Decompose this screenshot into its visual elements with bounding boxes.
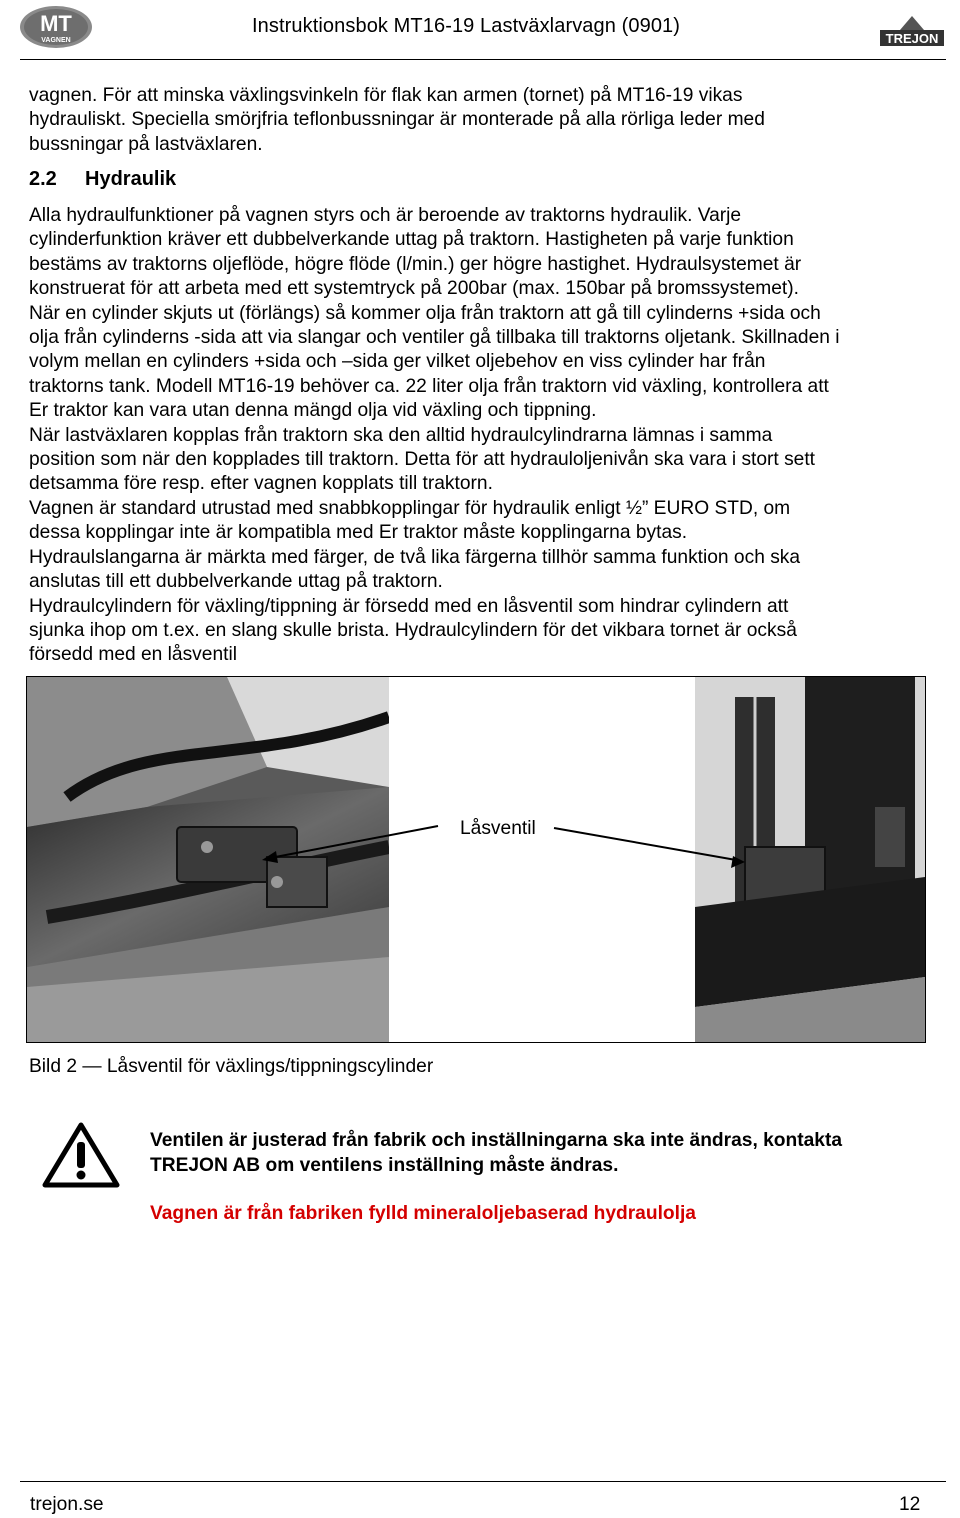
logo-mt-subtext: VAGNEN bbox=[41, 37, 71, 44]
body-line: cylinderfunktion kräver ett dubbelverkande uttag på traktorn. Hastigheten på varje funktion bbox=[29, 229, 794, 251]
body-line: anslutas till ett dubbelverkande uttag på traktorn. bbox=[29, 571, 443, 593]
footer-divider bbox=[20, 1481, 946, 1482]
body-line: När en cylinder skjuts ut (förlängs) så kommer olja från traktorn att gå till cylinderns +sida och bbox=[29, 302, 821, 324]
body-line: Er traktor kan vara utan denna mängd olja vid växling och tippning. bbox=[29, 400, 597, 422]
body-line: detsamma före resp. efter vagnen kopplats till traktorn. bbox=[29, 473, 493, 495]
mt-vagnen-logo bbox=[18, 4, 94, 50]
body-line: konstruerat för att arbeta med ett systemtryck på 200bar (max. 150bar på bromssystemet). bbox=[29, 278, 799, 300]
warning-line: TREJON AB om ventilens inställning måste ändras. bbox=[150, 1155, 619, 1176]
page-number: 12 bbox=[899, 1494, 921, 1515]
valve-photo-right bbox=[695, 677, 925, 1042]
header-divider bbox=[20, 59, 946, 60]
intro-line: bussningar på lastväxlaren. bbox=[29, 133, 263, 155]
intro-paragraph bbox=[29, 84, 929, 157]
lasventil-callout: Låsventil bbox=[460, 818, 536, 839]
body-line: volym mellan en cylinders +sida och –sida ger vilket oljebehov en viss cylinder har från bbox=[29, 351, 766, 373]
warning-text bbox=[150, 1128, 842, 1178]
section-number: 2.2 bbox=[29, 168, 57, 190]
hydraulic-oil-note: Vagnen är från fabriken fylld mineraloljebaserad hydraulolja bbox=[150, 1203, 696, 1224]
figure-frame bbox=[26, 676, 926, 1043]
body-line: Vagnen är standard utrustad med snabbkopplingar för hydraulik enligt ½” EURO STD, om bbox=[29, 497, 791, 519]
body-line: olja från cylinderns -sida att via slangar och ventiler gå tillbaka till traktorns oljetank. Skillnaden i bbox=[29, 327, 840, 349]
hydraulics-body bbox=[29, 204, 929, 668]
body-line: position som när den kopplades till traktorn. Detta för att hydrauloljenivån ska vara i stort sett bbox=[29, 449, 816, 471]
warning-triangle-icon bbox=[42, 1122, 120, 1188]
body-line: Hydraulcylindern för växling/tippning är försedd med en låsventil som hindrar cylindern att bbox=[29, 595, 789, 617]
page-header bbox=[0, 0, 960, 60]
body-line: sjunka ihop om t.ex. en slang skulle brista. Hydraulcylindern för det vikbara tornet är också bbox=[29, 619, 797, 641]
section-heading bbox=[29, 168, 176, 191]
logo-trejon-text: TREJON bbox=[885, 31, 939, 46]
body-line: Alla hydraulfunktioner på vagnen styrs och är beroende av traktorns hydraulik. Varje bbox=[29, 205, 742, 226]
intro-line: hydrauliskt. Speciella smörjfria teflonbussningar är monterade på alla rörliga leder med bbox=[29, 109, 765, 131]
trejon-logo bbox=[876, 16, 948, 50]
logo-mt-text: MT bbox=[40, 11, 72, 36]
figure-caption: Bild 2 — Låsventil för växlings/tippningscylinder bbox=[29, 1056, 434, 1077]
body-line: dessa kopplingar inte är kompatibla med Er traktor måste kopplingarna bytas. bbox=[29, 522, 688, 544]
body-line: När lastväxlaren kopplas från traktorn ska den alltid hydraulcylindrarna lämnas i samma bbox=[29, 424, 773, 446]
body-line: bestäms av traktorns oljeflöde, högre flöde (l/min.) ger högre hastighet. Hydraulsystemet är bbox=[29, 253, 802, 275]
valve-photo-left bbox=[27, 677, 389, 1042]
body-line: försedd med en låsventil bbox=[29, 644, 237, 666]
section-title: Hydraulik bbox=[85, 168, 177, 190]
warning-line: Ventilen är justerad från fabrik och inställningarna ska inte ändras, kontakta bbox=[150, 1130, 843, 1151]
footer-website: trejon.se bbox=[30, 1494, 104, 1515]
document-title: Instruktionsbok MT16-19 Lastväxlarvagn (0901) bbox=[252, 15, 681, 37]
intro-line: vagnen. För att minska växlingsvinkeln för flak kan armen (tornet) på MT16-19 vikas bbox=[29, 85, 743, 106]
body-line: Hydraulslangarna är märkta med färger, de två lika färgerna tillhör samma funktion och ska bbox=[29, 546, 801, 568]
body-line: traktorns tank. Modell MT16-19 behöver ca. 22 liter olja från traktorn vid växling, kontrollera att bbox=[29, 375, 829, 397]
